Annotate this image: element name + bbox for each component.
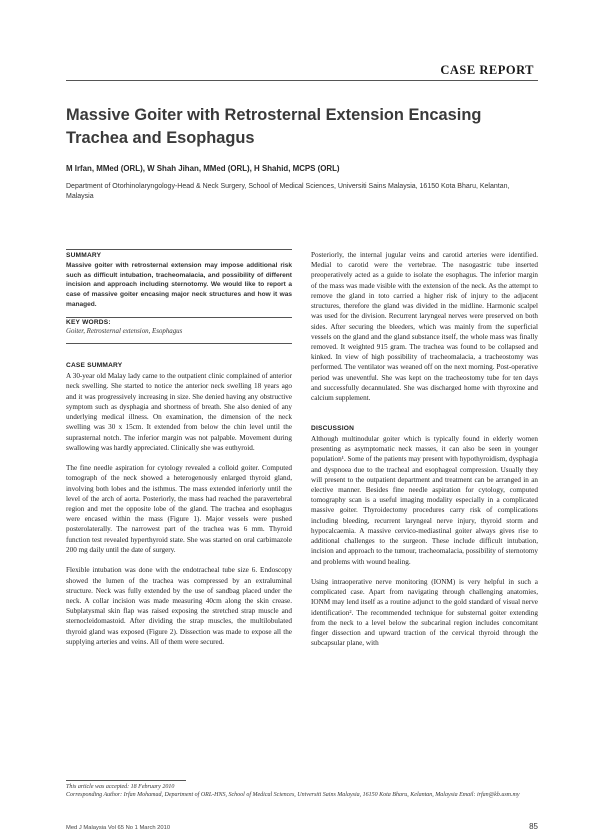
- journal-citation: Med J Malaysia Vol 65 No 1 March 2010: [66, 825, 171, 831]
- discussion-heading: DISCUSSION: [311, 424, 355, 432]
- footnotes: [66, 783, 538, 799]
- affiliation: Department of Otorhinolaryngology-Head & Neck Surgery, School of Medical Sciences, Universiti Sains Malaysia, 16150 Kota Bharu, Kelantan, Malaysia: [66, 183, 510, 201]
- keywords-box: [66, 319, 292, 344]
- summary-text: Massive goiter with retrosternal extension may impose additional risk such as difficult intubation, tracheomalacia, and possibility of different incision and approach including sternotomy. We would like to report a case of massive goiter encasing major neck structures and how it was managed.: [66, 262, 292, 308]
- right-column: [311, 250, 538, 648]
- left-column: [66, 361, 292, 647]
- summary-heading: SUMMARY: [66, 252, 102, 259]
- footnote-rule: [66, 780, 186, 781]
- page-number: 85: [529, 822, 538, 831]
- header-rule: [66, 80, 538, 81]
- discussion-paragraph: Using intraoperative nerve monitoring (IONM) is very helpful in such a complicated case. Apart from navigating through challenging anatomies, IONM may lend itself as a routine adjunct to the gold standard of visual nerve identification². The recommended technique for substernal goiter extending from the neck to a level below the subcarinal region includes concomitant finger dissection and upward traction of the cervical thyroid through the subcapsular plane, with: [311, 577, 538, 648]
- article-title: Massive Goiter with Retrosternal Extension Encasing Trachea and Esophagus: [66, 106, 482, 147]
- case-summary-heading: CASE SUMMARY: [66, 362, 123, 369]
- accepted-date-note: This article was accepted: 18 February 2010: [66, 784, 175, 790]
- case-paragraph: A 30-year old Malay lady came to the outpatient clinic complained of anterior neck swelling. She started to notice the anterior neck swelling 18 years ago and it was progressively increasing in size. She denied having any obstructive symptom such as dysphagia and shortness of breath. She also denied of any underlying medical illness. On examination, the dimension of the neck swelling was 30 x 15cm. It extended from below the chin level until the suprasternal notch. The inferior margin was not palpable. Movement during swallowing was hardly appreciated. Clinically she was euthyroid.: [66, 372, 292, 452]
- summary-top-rule: [66, 249, 292, 250]
- keywords-heading: KEY WORDS:: [66, 319, 111, 326]
- keywords-bottom-rule: [66, 343, 292, 344]
- case-paragraph: Flexible intubation was done with the endotracheal tube size 6. Endoscopy showed the lumen of the trachea was compressed by an extraluminal structure. Neck was fully extended by the use of sandbag placed under the neck. A collar incision was made measuring 40cm along the skin crease. Subplatysmal skin flap was raised exposing the stretched strap muscle and sternocleidomastoid. After dividing the strap muscles, the multilobulated thyroid gland was exposed (Figure 2). Dissection was made to expose all the supplying arteries and veins. All of them were secured.: [66, 566, 292, 646]
- keywords-text: Goiter, Retrosternal extension, Esophagus: [66, 328, 183, 335]
- corresponding-author-note: Corresponding Author: Irfan Mohamad, Department of ORL-HNS, School of Medical Sciences, Universiti Sains Malaysia, 16150 Kota Bharu, Kelantan, Malaysia Email: irfan@kb.usm.my: [66, 792, 520, 799]
- case-continuation-paragraph: Posteriorly, the internal jugular veins and carotid arteries were identified. Medial to carotid were the vertebrae. The nasogastric tube inserted preoperatively acted as a guide to isolate the esophagus. The inferior margin of the mass was made visible with the extension of the neck. As the attempt to remove the gland in toto carried a higher risk of injury to the adjacent structures, therefore the gland was divided in the midline. Harmonic scalpel was used for the division. Recurrent laryngeal nerves were preserved on both sides. After securing the bleeders, which was mainly from the superficial vessels on the gland and the gland substance itself, the whole mass was finally removed. It weighted 915 gram. The trachea was found to be collapsed and kinked. In view of high possibility of tracheomalacia, a tracheostomy was performed. The ventilator was weaned off on the next morning. Post-operative period was uneventful. She was kept on the tracheostomy tube for ten days and successfully decannulated. She was discharged home with thyroxine and calcium supplement.: [311, 251, 538, 403]
- summary-box: [66, 252, 292, 310]
- section-label: CASE REPORT: [440, 63, 534, 77]
- keywords-top-rule: [66, 317, 292, 318]
- discussion-paragraph: Although multinodular goiter which is typically found in elderly women presenting as asymptomatic neck masses, it can also be seen in younger population¹. Some of the patients may present with hypothyroidism, dysphagia and dyspnoea due to the tracheal and esophageal compression. Usually they will present to the outpatient department and treatment can be arranged in an elective manner. Besides fine needle aspiration for cytology, computed tomography scan is a useful imaging modality especially in a complicated massive goiter. Thyroidectomy procedures carry risk of complications including bleeding, recurrent laryngeal nerve injury, thyroid storm and hypocalcaemia. A massive cervico-mediastinal goiter always gives rise to additional challenges to the surgeon. These include difficult intubation, incision and approach to the tumour, tracheomalacia, possibility of sternotomy and problems with wound healing.: [311, 434, 538, 566]
- case-paragraph: The fine needle aspiration for cytology revealed a colloid goiter. Computed tomograph of the neck showed a heterogenously enlarged thyroid gland, involving both lobes and the isthmus. The mass extended inferiorly until the level of the arch of aorta. Posteriorly, the mass had reached the paravertebral region and met the opposite lobe of the gland. The trachea and esophagus were encased within the mass (Figure 1). Major vessels were pushed posterolaterally. The narrowest part of the trachea was 6 mm. Thyroid function test revealed hyperthyroid state. She was started on oral carbimazole 200 mg daily until the date of surgery.: [66, 464, 292, 554]
- author-list: M Irfan, MMed (ORL), W Shah Jihan, MMed (ORL), H Shahid, MCPS (ORL): [66, 164, 340, 173]
